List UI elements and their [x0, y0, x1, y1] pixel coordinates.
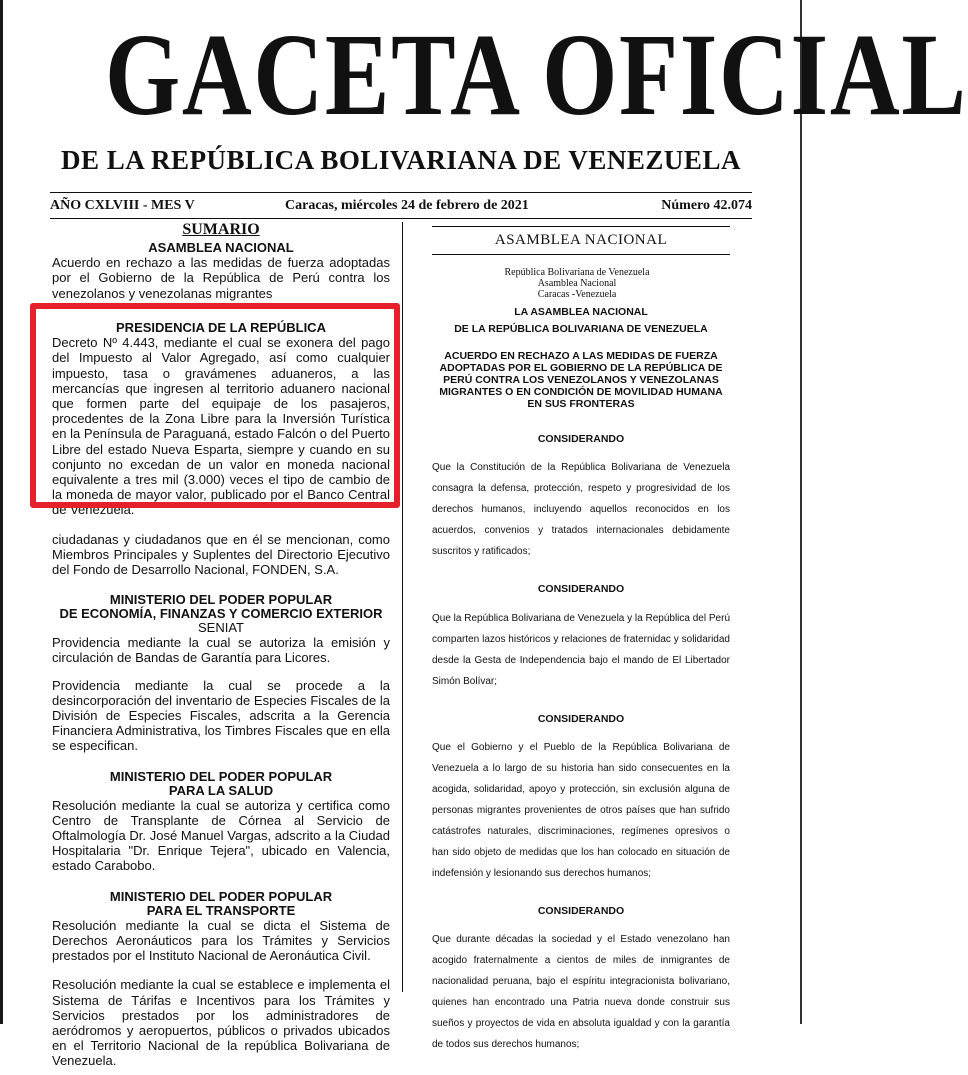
section-title-line2: PARA LA SALUD: [168, 782, 274, 798]
seal-line: República Bolivariana de Venezuela: [504, 267, 650, 279]
issue-number: Número 42.074: [661, 198, 752, 213]
section-title-line2: DE ECONOMÍA, FINANZAS Y COMERCIO EXTERIOR: [59, 606, 383, 622]
considerando-paragraph: Que la Constitución de la República Bolivariana de Venezuela consagra la defensa, protección, respeto y progresividad de los derechos humanos, incluyendo aquellos reconocidos en los acuerdos, convenios y tratados internacionales debidamente suscritos y ratificados;: [432, 462, 730, 558]
sumario-entry: Acuerdo en rechazo a las medidas de fuerza adoptadas por el Gobierno de la República de Perú contra los venezolanos y venezolanas migrantes: [52, 255, 390, 301]
sumario-entry: Providencia mediante la cual se procede a la desincorporación del inventario de Especies Fiscales de la División de Especies Fiscales, adscrita a la Gerencia Financiera Administrativa, los Timbres Fiscales que en ella se especifican.: [52, 677, 390, 754]
body-title: LA ASAMBLEA NACIONAL: [514, 306, 648, 319]
masthead-subtitle: DE LA REPÚBLICA BOLIVARIANA DE VENEZUELA: [61, 145, 741, 175]
section-title: MINISTERIO DEL PODER POPULAR: [109, 592, 333, 608]
sumario-section-asamblea: [52, 240, 390, 301]
bottom-rule: [50, 218, 752, 219]
acuerdo-title: ACUERDO EN RECHAZO A LAS MEDIDAS DE FUERZA ADOPTADAS POR EL GOBIERNO DE LA REPÚBLICA DE PERÚ CONTRA LOS VENEZOLANOS Y VENEZOLANAS MIGRANTES O EN CONDICIÓN DE MOVILIDAD HUMANA EN SUS FRONTERAS: [439, 350, 723, 411]
red-highlight-box: [30, 303, 400, 508]
column-separator: [402, 222, 403, 992]
asamblea-section-title: ASAMBLEA NACIONAL: [432, 226, 730, 255]
section-title: MINISTERIO DEL PODER POPULAR: [109, 888, 333, 904]
masthead-title: GACETA OFICIAL: [104, 9, 968, 140]
issue-info-bar: [50, 196, 752, 218]
section-title-line3: SENIAT: [198, 620, 244, 636]
issue-year-month: AÑO CXLVIII - MES V: [50, 198, 195, 213]
sumario-entry: Resolución mediante la cual se dicta el Sistema de Derechos Aeronáuticos para los Trámites y Servicios prestados por el Instituto Nacional de Aeronáutica Civil.: [52, 917, 390, 964]
seal-line: Asamblea Nacional: [537, 278, 617, 290]
seal-line: Caracas -Venezuela: [537, 289, 617, 301]
body-title-line2: DE LA REPÚBLICA BOLIVARIANA DE VENEZUELA: [454, 323, 708, 336]
considerando-heading: CONSIDERANDO: [537, 712, 625, 725]
top-rule: [50, 192, 752, 193]
asamblea-column: [432, 226, 730, 1055]
sumario-heading: SUMARIO: [182, 221, 260, 238]
considerando-paragraph: Que durante décadas la sociedad y el Estado venezolano han acogido fraternalmente a cientos de miles de inmigrantes de nacionalidad peruana, bajo el espíritu integracionista bolivariano, quienes han encontrado una Patria nueva donde construir sus sueños y proyectos de vida en absoluta igualdad y con la garantía de todos sus derechos humanos;: [432, 934, 730, 1051]
considerando-heading: CONSIDERANDO: [537, 433, 625, 446]
sumario-entry: Resolución mediante la cual se autoriza y certifica como Centro de Transplante de Córnea al Servicio de Oftalmología Dr. José Manuel Vargas, adscrito a la Ciudad Hospitalaria "Dr. Enrique Tejera", ubicado en Valencia, estado Carabobo.: [52, 797, 390, 874]
letterhead-seal: [472, 267, 682, 300]
considerando-paragraph: Que la República Bolivariana de Venezuela y la República del Perú comparten lazos históricos y relaciones de fraternidac y solidaridad desde la Gesta de Independencia bajo el mando de El Libertador Simón Bolívar;: [432, 612, 730, 687]
considerando-heading: CONSIDERANDO: [537, 583, 625, 596]
sumario-entry: Providencia mediante la cual se autoriza la emisión y circulación de Bandas de Garantía para Licores.: [52, 635, 390, 666]
sumario-entry: ciudadanas y ciudadanos que en él se mencionan, como Miembros Principales y Suplentes del Directorio Ejecutivo del Fondo de Desarrollo Nacional, FONDEN, S.A.: [52, 531, 390, 578]
sumario-section-transporte: [52, 890, 390, 1069]
sumario-entry: Resolución mediante la cual se establece e implementa el Sistema de Tárifas e Incentivos para los Trámites y Servicios prestados por los administradores de aeródromos y aeropuertos, públicos o privados ubicados en el Territorio Nacional de la república Bolivariana de Venezuela.: [52, 977, 390, 1069]
sumario-entry: Decreto Nº 4.443, mediante el cual se exonera del pago del Impuesto al Valor Agregado, así como cualquier impuesto, tasa o gravámenes aduaneros, a las mercancías que ingresen al territorio aduanero nacional que formen parte del equipaje de los pasajeros, procedentes de la Zona Libre para la Inversión Turística en la Península de Paraguaná, estado Falcón o del Puerto Libre del estado Nueva Esparta, siempre y cuando en su conjunto no excedan de un valor en moneda nacional equivalente a tres mil (3.000) veces el tipo de cambio de la moneda de mayor valor, publicado por el Banco Central de Venezuela.: [52, 335, 390, 518]
section-title: PRESIDENCIA DE LA REPÚBLICA: [116, 320, 326, 336]
section-title: MINISTERIO DEL PODER POPULAR: [109, 768, 333, 784]
sumario-section-economia: [52, 593, 390, 753]
considerando-heading: CONSIDERANDO: [537, 904, 625, 917]
sumario-section-salud: [52, 770, 390, 874]
considerando-paragraph: Que el Gobierno y el Pueblo de la República Bolivariana de Venezuela a lo largo de su historia han sido consecuentes en la acogida, solidaridad, apoyo y protección, sin exclusión alguna de personas migrantes provenientes de otros países que han sufrido catástrofes naturales, discriminaciones, regímenes opresivos o han sido objeto de medidas que los han colocado en situación de indefensión y lesionando sus derechos humanos;: [432, 741, 730, 879]
issue-place-date: Caracas, miércoles 24 de febrero de 2021: [285, 198, 529, 213]
section-title: ASAMBLEA NACIONAL: [148, 240, 294, 256]
section-title-line2: PARA EL TRANSPORTE: [146, 902, 296, 918]
